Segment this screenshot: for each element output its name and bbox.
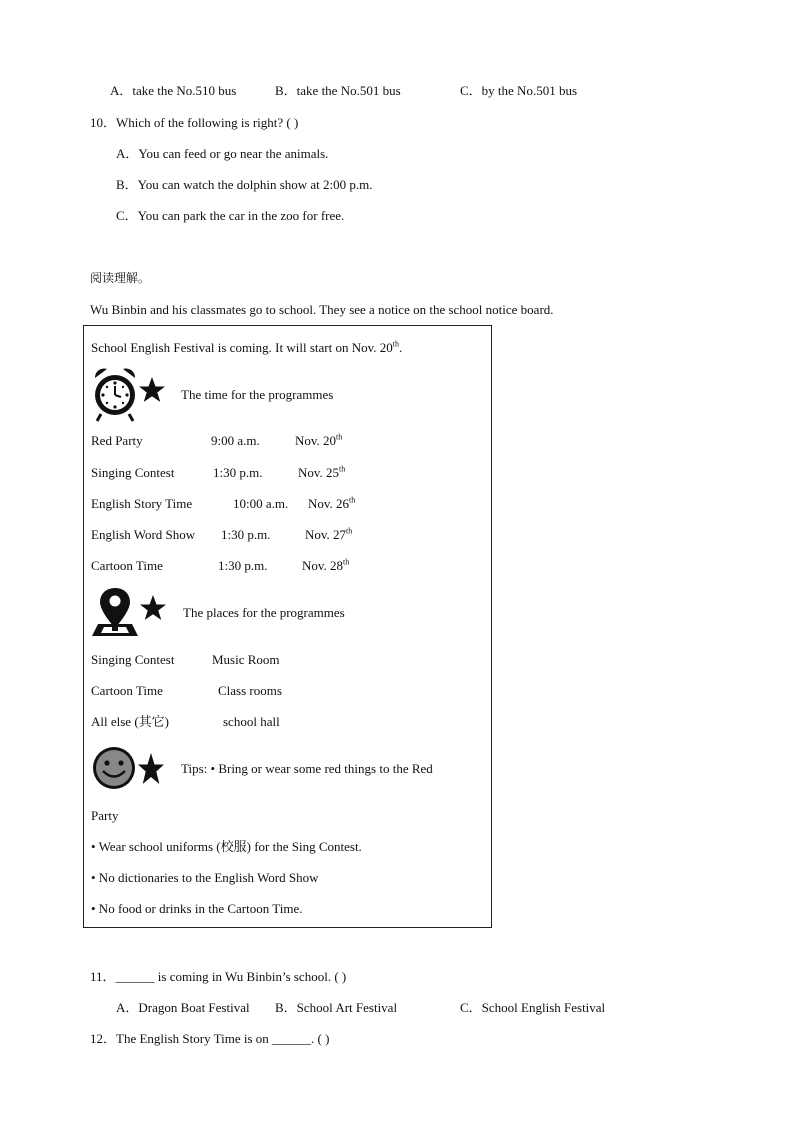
q10-option-b[interactable]: B．You can watch the dolphin show at 2:00 p.m. — [116, 177, 373, 192]
q9-option-a[interactable]: A．take the No.510 bus — [110, 83, 237, 98]
q10-option-c[interactable]: C．You can park the car in the zoo for free. — [116, 208, 345, 223]
schedule-date — [302, 558, 349, 574]
place-location: Music Room — [212, 652, 280, 667]
alarm-clock-icon — [91, 366, 139, 424]
schedule-name: English Story Time — [91, 496, 193, 511]
schedule-time: 1:30 p.m. — [218, 558, 268, 573]
schedule-name: Cartoon Time — [91, 558, 163, 573]
schedule-date-sup: th — [336, 432, 343, 442]
schedule-date-sup: th — [339, 464, 346, 474]
q9-option-b[interactable]: B．take the No.501 bus — [275, 83, 401, 98]
passage-intro: Wu Binbin and his classmates go to school. They see a notice on the school notice board. — [90, 302, 554, 317]
schedule-date — [305, 527, 352, 543]
place-program: Cartoon Time — [91, 683, 163, 698]
schedule-time: 1:30 p.m. — [213, 465, 263, 480]
q11-option-c[interactable]: C．School English Festival — [460, 1000, 606, 1015]
schedule-name: English Word Show — [91, 527, 196, 542]
schedule-time: 10:00 a.m. — [233, 496, 289, 511]
schedule-time: 1:30 p.m. — [221, 527, 271, 542]
tip-item: • No food or drinks in the Cartoon Time. — [91, 901, 303, 916]
q10-option-a[interactable]: A．You can feed or go near the animals. — [116, 146, 329, 161]
time-heading: The time for the programmes — [181, 387, 334, 402]
schedule-date-sup: th — [343, 557, 350, 567]
schedule-date-text: Nov. 25 — [298, 465, 340, 480]
section-title: 阅读理解。 — [90, 271, 151, 285]
notice-headline — [91, 340, 402, 356]
q11-stem: 11．______ is coming in Wu Binbin’s school. ( ) — [90, 969, 347, 984]
schedule-name: Singing Contest — [91, 465, 175, 480]
q11-option-b[interactable]: B．School Art Festival — [275, 1000, 398, 1015]
q12-stem: 12．The English Story Time is on ______. ( ) — [90, 1031, 330, 1046]
q11-option-a[interactable]: A．Dragon Boat Festival — [116, 1000, 250, 1015]
place-program: All else (其它) — [91, 714, 169, 729]
star-icon — [137, 752, 165, 786]
place-location: school hall — [223, 714, 280, 729]
schedule-date — [308, 496, 355, 512]
tip-item: • No dictionaries to the English Word Show — [91, 870, 319, 885]
star-icon — [139, 594, 167, 622]
schedule-date-sup: th — [346, 526, 353, 536]
star-icon — [138, 376, 166, 404]
q9-option-c[interactable]: C．by the No.501 bus — [460, 83, 578, 98]
q10-stem: 10．Which of the following is right? ( ) — [90, 115, 299, 130]
schedule-date — [295, 433, 342, 449]
schedule-date — [298, 465, 345, 481]
schedule-date-text: Nov. 27 — [305, 527, 347, 542]
tips-line-1: Tips: • Bring or wear some red things to the Red — [181, 761, 433, 776]
notice-headline-text: School English Festival is coming. It will start on Nov. 20 — [91, 340, 393, 355]
schedule-name: Red Party — [91, 433, 143, 448]
schedule-date-text: Nov. 20 — [295, 433, 337, 448]
schedule-date-text: Nov. 26 — [308, 496, 350, 511]
place-location: Class rooms — [218, 683, 282, 698]
tip-item: • Wear school uniforms (校服) for the Sing Contest. — [91, 839, 362, 854]
schedule-date-text: Nov. 28 — [302, 558, 344, 573]
notice-headline-end: . — [399, 340, 403, 355]
notice-board — [83, 325, 492, 928]
notice-headline-sup: th — [392, 339, 399, 349]
place-heading: The places for the programmes — [183, 605, 345, 620]
map-pin-icon — [92, 586, 138, 638]
schedule-time: 9:00 a.m. — [211, 433, 260, 448]
smiley-face-icon — [91, 745, 137, 791]
place-program: Singing Contest — [91, 652, 175, 667]
tips-line-2: Party — [91, 808, 119, 823]
schedule-date-sup: th — [349, 495, 356, 505]
